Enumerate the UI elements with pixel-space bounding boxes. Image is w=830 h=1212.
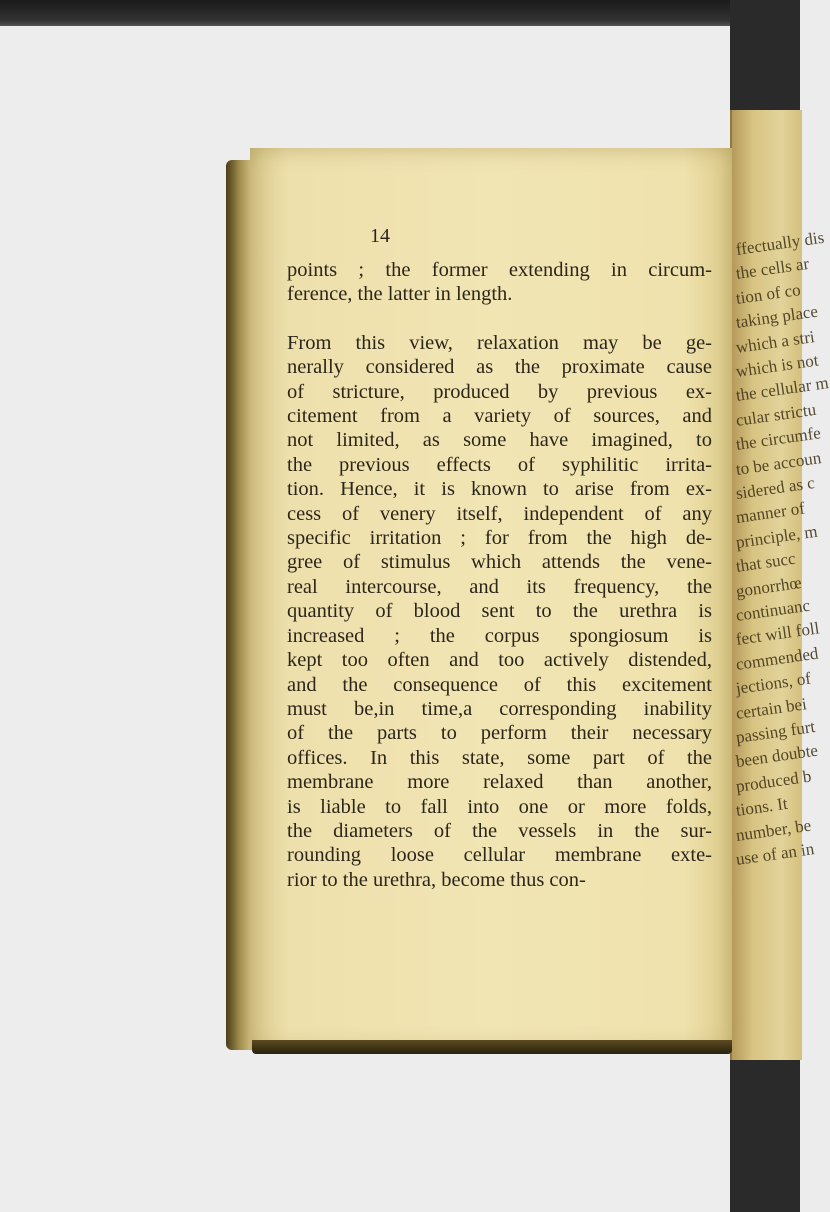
text-line: cess of venery itself, independent of any [287,502,712,525]
facing-page-fragment: certain bei [734,693,808,723]
facing-page-fragment: gonorrhœ [734,572,803,601]
facing-page-fragment: which is not [734,350,820,381]
text-line: offices. In this state, some part of the [287,746,712,769]
facing-page-fragment: principle, m [734,521,819,552]
facing-page-fragment: that succ [734,548,797,577]
text-line: is liable to fall into one or more folds, [287,795,712,818]
text-line: ference, the latter in length. [287,283,513,306]
text-line: of stricture, produced by previous ex- [287,380,712,403]
facing-page-fragment: the cells ar [734,254,811,284]
facing-page-fragment: the circumfe [734,423,822,455]
facing-page-fragment: use of an in [734,839,816,869]
text-line: the diameters of the vessels in the sur- [287,819,712,842]
text-line: not limited, as some have imagined, to [287,429,712,452]
text-line: quantity of blood sent to the urethra is [287,600,712,623]
facing-page-fragment: jections, of [734,668,813,699]
facing-page-fragment: taking place [734,301,820,333]
text-line: the previous effects of syphilitic irrita- [287,453,712,476]
facing-page-fragment: produced b [734,766,813,796]
text-line: must be,in time,a corresponding inability [287,697,712,720]
text-line: points ; the former extending in circum- [287,259,712,281]
facing-page-fragment: number, be [734,815,813,845]
facing-page-fragment: tions. It [734,794,789,821]
text-line: tion. Hence, it is known to arise from ex- [287,478,712,501]
text-line: kept too often and too actively distended, [287,649,712,672]
text-line: real intercourse, and its frequency, the [287,575,712,598]
scanner-top-edge [0,0,800,26]
text-line: specific irritation ; for from the high de- [287,527,712,550]
facing-page-fragment: which a stri [734,326,816,357]
page-number: 14 [370,225,390,247]
facing-page-fragment: been doubte [734,740,820,772]
facing-page-edge [730,110,830,1060]
facing-page-fragment: manner of [734,498,806,528]
facing-page-fragment: fect will foll [734,618,821,650]
text-line: rior to the urethra, become thus con- [287,868,586,891]
facing-page-fragment: ffectually dis [734,227,826,259]
facing-page-fragment: tion of co [734,279,802,308]
facing-page-fragment: sidered as c [734,473,816,503]
paragraph-gap [287,307,712,331]
text-line: rounding loose cellular membrane exte- [287,844,712,867]
text-line: nerally considered as the proximate cause [287,356,712,379]
text-line: and the consequence of this excitement [287,673,712,696]
facing-page-fragment: the cellular m [734,373,830,406]
text-line: From this view, relaxation may be ge- [287,331,712,354]
facing-page-fragment: commended [734,643,820,674]
text-line: membrane more relaxed than another, [287,771,712,794]
facing-page-fragment: cular strictu [734,399,818,430]
facing-page-fragment: passing furt [734,716,817,747]
text-line: citement from a variety of sources, and [287,405,712,428]
facing-page-fragment: continuanc [734,595,812,625]
page-bottom-shadow [252,1040,732,1054]
page-body-text [287,258,712,892]
facing-page-fragment: to be accoun [734,447,823,479]
text-line: of the parts to perform their necessary [287,722,712,745]
text-line: gree of stimulus which attends the vene- [287,551,712,574]
text-line: increased ; the corpus spongiosum is [287,624,712,647]
